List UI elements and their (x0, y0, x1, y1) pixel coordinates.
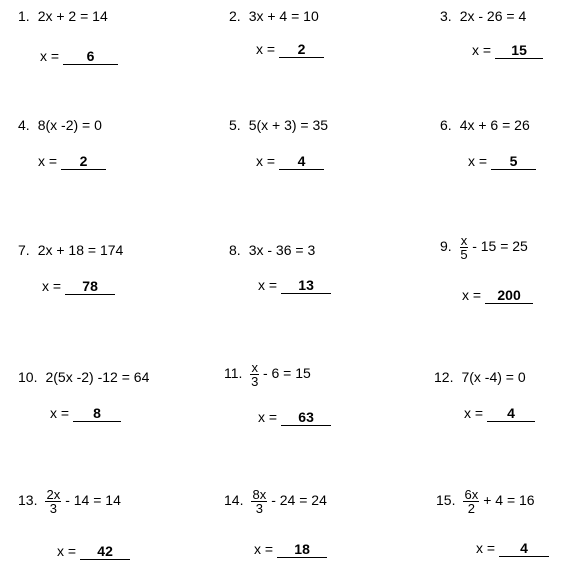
equation-text: 2x + 2 = 14 (37, 8, 108, 24)
equation-text: 3x - 36 = 3 (248, 242, 316, 258)
fraction-numerator: 6x (464, 487, 479, 502)
answer-14 (254, 541, 327, 558)
fraction-denominator: 5 (460, 247, 468, 262)
answer-6 (468, 153, 536, 170)
problem-number: 5. (229, 117, 241, 133)
fraction (463, 488, 479, 515)
fraction-numerator: x (460, 233, 468, 248)
x-label: x = (42, 278, 62, 294)
fraction-numerator: 2x (46, 487, 61, 502)
equation-12 (434, 369, 526, 385)
equation-3 (440, 8, 526, 24)
problem-number: 1. (18, 8, 30, 24)
problem-number: 2. (229, 8, 241, 24)
equation-text: 5(x + 3) = 35 (248, 117, 329, 133)
answer-value: 15 (495, 43, 543, 59)
answer-8 (258, 277, 331, 294)
fraction-denominator: 3 (49, 501, 57, 516)
answer-11 (258, 409, 331, 426)
problem-number: 12. (434, 369, 454, 385)
problem-number: 3. (440, 8, 452, 24)
equation-text: 7(x -4) = 0 (461, 369, 526, 385)
fraction (460, 234, 469, 261)
problem-number: 10. (18, 369, 38, 385)
equation-7 (18, 242, 123, 258)
fraction (45, 488, 61, 515)
answer-value: 4 (499, 541, 549, 557)
equation-5 (229, 117, 328, 133)
x-label: x = (464, 405, 484, 421)
answer-value: 63 (281, 410, 331, 426)
fraction-numerator: 8x (252, 487, 267, 502)
x-label: x = (472, 42, 492, 58)
x-label: x = (256, 153, 276, 169)
fraction-denominator: 2 (467, 501, 475, 516)
answer-value: 4 (279, 154, 324, 170)
answer-7 (42, 278, 115, 295)
equation-text: + 4 = 16 (483, 492, 535, 509)
answer-3 (472, 42, 543, 59)
equation-text: 4x + 6 = 26 (459, 117, 530, 133)
equation-text: 8(x -2) = 0 (37, 117, 102, 133)
answer-value: 13 (281, 278, 331, 294)
problem-number: 15. (436, 492, 456, 509)
x-label: x = (476, 540, 496, 556)
problem-number: 11. (224, 365, 243, 382)
equation-text: - 24 = 24 (271, 492, 327, 509)
problem-number: 9. (440, 238, 452, 255)
answer-4 (38, 153, 106, 170)
equation-text: 2x - 26 = 4 (459, 8, 527, 24)
answer-value: 18 (277, 542, 327, 558)
equation-text: 2(5x -2) -12 = 64 (45, 369, 150, 385)
answer-5 (256, 153, 324, 170)
equation-6 (440, 117, 530, 133)
answer-value: 8 (73, 406, 121, 422)
equation-text: - 15 = 25 (472, 238, 528, 255)
answer-value: 200 (485, 288, 533, 304)
x-label: x = (50, 405, 70, 421)
answer-9 (462, 287, 533, 304)
problem-number: 14. (224, 492, 244, 509)
answer-13 (57, 543, 130, 560)
answer-1 (40, 48, 118, 65)
problem-number: 6. (440, 117, 452, 133)
answer-10 (50, 405, 121, 422)
x-label: x = (57, 543, 77, 559)
equation-text: - 6 = 15 (262, 365, 311, 382)
x-label: x = (468, 153, 488, 169)
fraction-denominator: 3 (251, 374, 259, 389)
equation-text: 2x + 18 = 174 (37, 242, 124, 258)
equation-11 (224, 361, 311, 388)
answer-value: 42 (80, 544, 130, 560)
equation-9 (440, 234, 528, 261)
answer-value: 2 (279, 42, 324, 58)
answer-value: 6 (63, 49, 118, 65)
fraction-numerator: x (251, 360, 258, 375)
equation-1 (18, 8, 108, 24)
fraction (250, 361, 259, 388)
problem-number: 13. (18, 492, 38, 509)
equation-4 (18, 117, 102, 133)
x-label: x = (258, 277, 278, 293)
x-label: x = (258, 409, 278, 425)
equation-8 (229, 242, 315, 258)
answer-value: 5 (491, 154, 536, 170)
equation-15 (436, 488, 535, 515)
equation-text: 3x + 4 = 10 (248, 8, 319, 24)
x-label: x = (462, 287, 482, 303)
equation-13 (18, 488, 121, 515)
fraction (251, 488, 267, 515)
answer-value: 2 (61, 154, 106, 170)
equation-text: - 14 = 14 (65, 492, 121, 509)
problem-number: 7. (18, 242, 30, 258)
answer-12 (464, 405, 535, 422)
x-label: x = (40, 48, 60, 64)
answer-15 (476, 540, 549, 557)
equation-10 (18, 369, 149, 385)
x-label: x = (38, 153, 58, 169)
equation-14 (224, 488, 327, 515)
x-label: x = (254, 541, 274, 557)
problem-number: 4. (18, 117, 30, 133)
x-label: x = (256, 41, 276, 57)
answer-value: 78 (65, 279, 115, 295)
fraction-denominator: 3 (255, 501, 263, 516)
answer-2 (256, 41, 324, 58)
problem-number: 8. (229, 242, 241, 258)
equation-2 (229, 8, 319, 24)
answer-value: 4 (487, 406, 535, 422)
